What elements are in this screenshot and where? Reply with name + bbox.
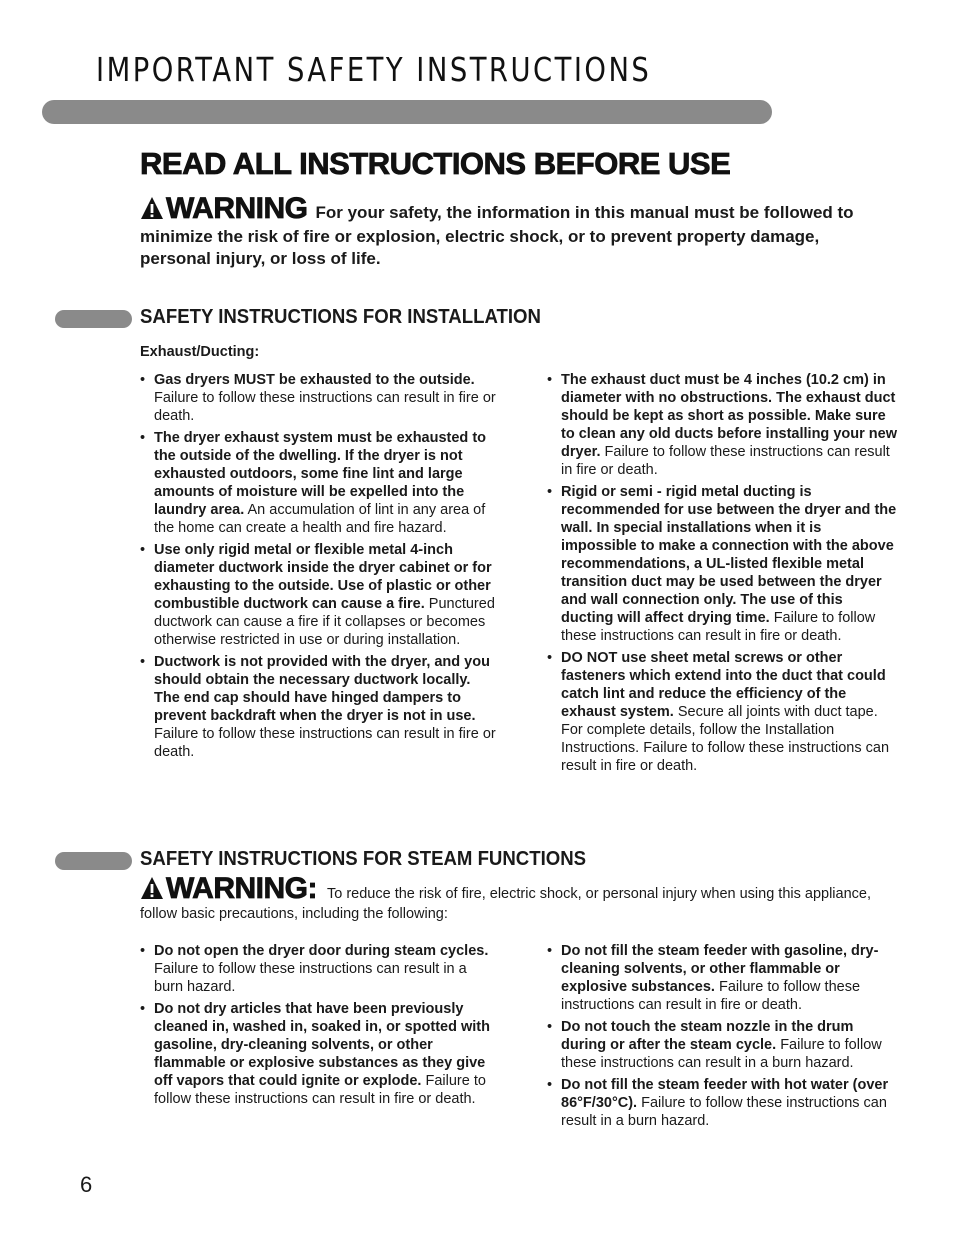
list-item: • Do not fill the steam feeder with hot water (over 86°F/30°C). Failure to follow these instructions can result in a burn hazard. xyxy=(547,1076,899,1130)
list-item: • Rigid or semi - rigid metal ducting is recommended for use between the dryer and the wall. In special installations when it is impossible to make a connection with the above recommendations, a UL-listed flexible metal transition duct may be used between the dryer and wall connection only. The use of this ducting will affect drying time. Failure to follow these instructions can result in fire or death. xyxy=(547,483,899,645)
list-item: • Gas dryers MUST be exhausted to the outside. Failure to follow these instructions can result in fire or death. xyxy=(140,371,496,425)
subheading-exhaust-ducting: Exhaust/Ducting: xyxy=(140,344,260,360)
steam-list-right xyxy=(547,942,899,1134)
warning-text: To reduce the risk of fire, electric shock, or personal injury when using this appliance, follow basic precautions, including the following: xyxy=(140,886,872,922)
warning-label: WARNING: xyxy=(166,872,317,905)
list-item: • Do not open the dryer door during steam cycles. Failure to follow these instructions can result in a burn hazard. xyxy=(140,942,496,996)
list-item: • DO NOT use sheet metal screws or other fasteners which extend into the duct that could catch lint and reduce the efficiency of the exhaust system. Secure all joints with duct tape. For complete details, follow the Installation Instructions. Failure to follow these instructions can result in fire or death. xyxy=(547,649,899,775)
installation-list-left xyxy=(140,371,496,765)
main-heading: READ ALL INSTRUCTIONS BEFORE USE xyxy=(140,146,731,181)
page-number: 6 xyxy=(80,1172,93,1197)
steam-warning-notice xyxy=(140,872,880,923)
list-item: • Ductwork is not provided with the dryer, and you should obtain the necessary ductwork locally. The end cap should have hinged dampers to prevent backdraft when the dryer is not in use. Failure to follow these instructions can result in fire or death. xyxy=(140,653,496,761)
list-item: • The dryer exhaust system must be exhausted to the outside of the dwelling. If the dryer is not exhausted outdoors, some fine lint and large amounts of moisture will be expelled into the laundry area. An accumulation of lint in any area of the home can create a health and fire hazard. xyxy=(140,429,496,537)
section-marker-steam xyxy=(55,852,132,870)
list-item: • Do not fill the steam feeder with gasoline, dry-cleaning solvents, or other flammable or explosive substances. Failure to follow these instructions can result in fire or death. xyxy=(547,942,899,1014)
list-item: • Use only rigid metal or flexible metal 4-inch diameter ductwork inside the dryer cabinet or for exhausting to the outside. Use of plastic or other combustible ductwork can cause a fire. Punctured ductwork can cause a fire if it collapses or becomes otherwise restricted in use or during installation. xyxy=(140,541,496,649)
warning-triangle-icon xyxy=(140,196,164,226)
warning-triangle-icon xyxy=(140,876,164,905)
steam-list-left xyxy=(140,942,496,1112)
list-item: • Do not dry articles that have been previously cleaned in, washed in, soaked in, or spotted with gasoline, dry-cleaning solvents, or other flammable or explosive substances as they give off vapors that could ignite or explode. Failure to follow these instructions can result in fire or death. xyxy=(140,1000,496,1108)
warning-notice xyxy=(140,192,860,270)
section-marker-installation xyxy=(55,310,132,328)
section-heading-installation: SAFETY INSTRUCTIONS FOR INSTALLATION xyxy=(140,306,541,328)
list-item: • The exhaust duct must be 4 inches (10.2 cm) in diameter with no obstructions. The exhaust duct should be kept as short as possible. Make sure to clean any old ducts before installing your new dryer. Failure to follow these instructions can result in fire or death. xyxy=(547,371,899,479)
list-item: • Do not touch the steam nozzle in the drum during or after the steam cycle. Failure to follow these instructions can result in a burn hazard. xyxy=(547,1018,899,1072)
page-title: IMPORTANT SAFETY INSTRUCTIONS xyxy=(96,50,652,89)
title-divider-bar xyxy=(42,100,772,124)
warning-text: For your safety, the information in this manual must be followed to minimize the risk of fire or explosion, electric shock, or to prevent property damage, personal injury, or loss of life. xyxy=(140,203,854,268)
installation-list-right xyxy=(547,371,899,779)
section-heading-steam: SAFETY INSTRUCTIONS FOR STEAM FUNCTIONS xyxy=(140,848,587,870)
warning-label: WARNING xyxy=(166,192,308,225)
